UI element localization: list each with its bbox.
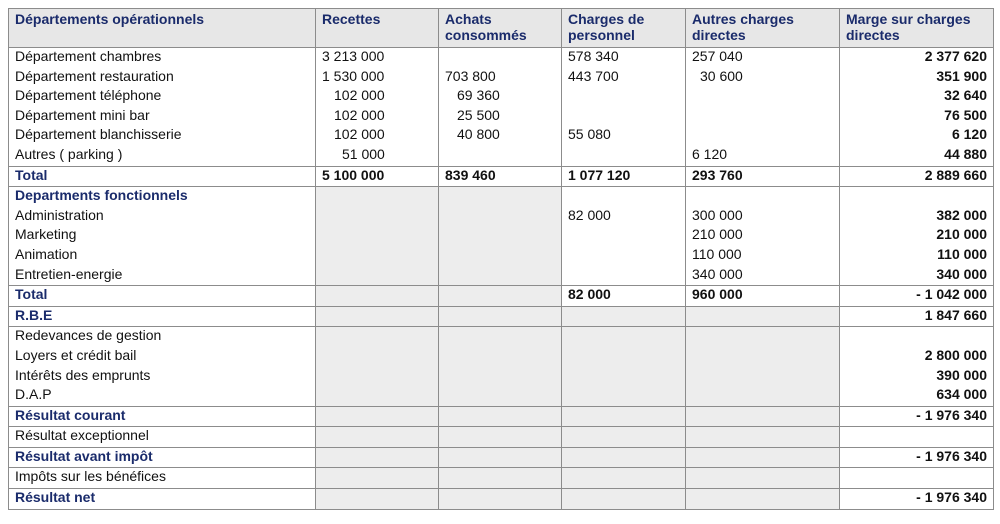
row-label: Résultat avant impôt [9,447,316,468]
income-statement-table [8,8,994,510]
recettes-cell: 102 000 [316,107,439,127]
row-label: Département chambres [9,48,316,68]
table-row [9,68,994,88]
autres-cell: 960 000 [686,286,840,307]
row-label: Résultat courant [9,406,316,427]
marge-cell: 110 000 [840,246,994,266]
resultat-avant-impot-row [9,447,994,468]
table-row [9,226,994,246]
row-label: Résultat net [9,489,316,510]
row-label: D.A.P [9,386,316,406]
table-row [9,146,994,166]
achats-cell: 25 500 [439,107,562,127]
personnel-cell [562,246,686,266]
marge-cell: 2 377 620 [840,48,994,68]
table-row [9,327,994,347]
recettes-cell: 102 000 [316,87,439,107]
marge-cell: 2 889 660 [840,166,994,187]
row-label: Marketing [9,226,316,246]
table-row [9,427,994,448]
marge-cell [840,468,994,489]
marge-cell: 44 880 [840,146,994,166]
personnel-cell [562,87,686,107]
resultat-net-row [9,489,994,510]
table-row [9,468,994,489]
rbe-row [9,306,994,327]
recettes-cell: 5 100 000 [316,166,439,187]
header-personnel: Charges de personnel [562,9,686,48]
row-label: Département téléphone [9,87,316,107]
personnel-cell: 82 000 [562,286,686,307]
achats-cell: 703 800 [439,68,562,88]
row-label: Entretien-energie [9,266,316,286]
marge-cell: 382 000 [840,207,994,227]
achats-cell [439,146,562,166]
table-row [9,207,994,227]
row-label: Département mini bar [9,107,316,127]
marge-cell [840,327,994,347]
personnel-cell [562,107,686,127]
row-label: Animation [9,246,316,266]
personnel-cell [562,146,686,166]
marge-cell: 1 847 660 [840,306,994,327]
functional-total-row [9,286,994,307]
achats-cell: 40 800 [439,126,562,146]
header-achats: Achats consommés [439,9,562,48]
marge-cell: 32 640 [840,87,994,107]
marge-cell: 351 900 [840,68,994,88]
autres-cell: 340 000 [686,266,840,286]
row-label: R.B.E [9,306,316,327]
row-label: Redevances de gestion [9,327,316,347]
table-row [9,187,994,207]
table-row [9,126,994,146]
table-row [9,367,994,387]
achats-cell: 839 460 [439,166,562,187]
recettes-cell: 102 000 [316,126,439,146]
recettes-cell: 51 000 [316,146,439,166]
resultat-courant-row [9,406,994,427]
row-label: Total [9,166,316,187]
table-row [9,87,994,107]
marge-cell: 2 800 000 [840,347,994,367]
marge-cell: - 1 976 340 [840,489,994,510]
table-row [9,246,994,266]
autres-cell: 293 760 [686,166,840,187]
autres-cell: 6 120 [686,146,840,166]
row-label: Intérêts des emprunts [9,367,316,387]
table-row [9,266,994,286]
row-label: Impôts sur les bénéfices [9,468,316,489]
table-row [9,386,994,406]
personnel-cell [562,266,686,286]
autres-cell: 210 000 [686,226,840,246]
personnel-cell: 82 000 [562,207,686,227]
marge-cell: 634 000 [840,386,994,406]
table-row [9,48,994,68]
personnel-cell: 55 080 [562,126,686,146]
row-label: Loyers et crédit bail [9,347,316,367]
header-autres: Autres charges directes [686,9,840,48]
recettes-cell: 3 213 000 [316,48,439,68]
header-row [9,9,994,48]
autres-cell [686,107,840,127]
autres-cell: 30 600 [686,68,840,88]
table-row [9,107,994,127]
personnel-cell: 1 077 120 [562,166,686,187]
row-label: Total [9,286,316,307]
marge-cell: 76 500 [840,107,994,127]
section-heading: Departments fonctionnels [9,187,316,207]
recettes-cell: 1 530 000 [316,68,439,88]
header-departements: Départements opérationnels [9,9,316,48]
marge-cell: 6 120 [840,126,994,146]
operational-total-row [9,166,994,187]
header-recettes: Recettes [316,9,439,48]
row-label: Département restauration [9,68,316,88]
marge-cell: 210 000 [840,226,994,246]
autres-cell [686,87,840,107]
marge-cell: - 1 042 000 [840,286,994,307]
autres-cell [686,126,840,146]
marge-cell: - 1 976 340 [840,447,994,468]
personnel-cell [562,226,686,246]
autres-cell: 110 000 [686,246,840,266]
marge-cell: 340 000 [840,266,994,286]
row-label: Département blanchisserie [9,126,316,146]
row-label: Résultat exceptionnel [9,427,316,448]
achats-cell [439,48,562,68]
marge-cell: 390 000 [840,367,994,387]
marge-cell [840,427,994,448]
table-row [9,347,994,367]
autres-cell: 300 000 [686,207,840,227]
personnel-cell: 443 700 [562,68,686,88]
marge-cell: - 1 976 340 [840,406,994,427]
row-label: Autres ( parking ) [9,146,316,166]
header-marge: Marge sur charges directes [840,9,994,48]
row-label: Administration [9,207,316,227]
personnel-cell: 578 340 [562,48,686,68]
achats-cell: 69 360 [439,87,562,107]
autres-cell: 257 040 [686,48,840,68]
